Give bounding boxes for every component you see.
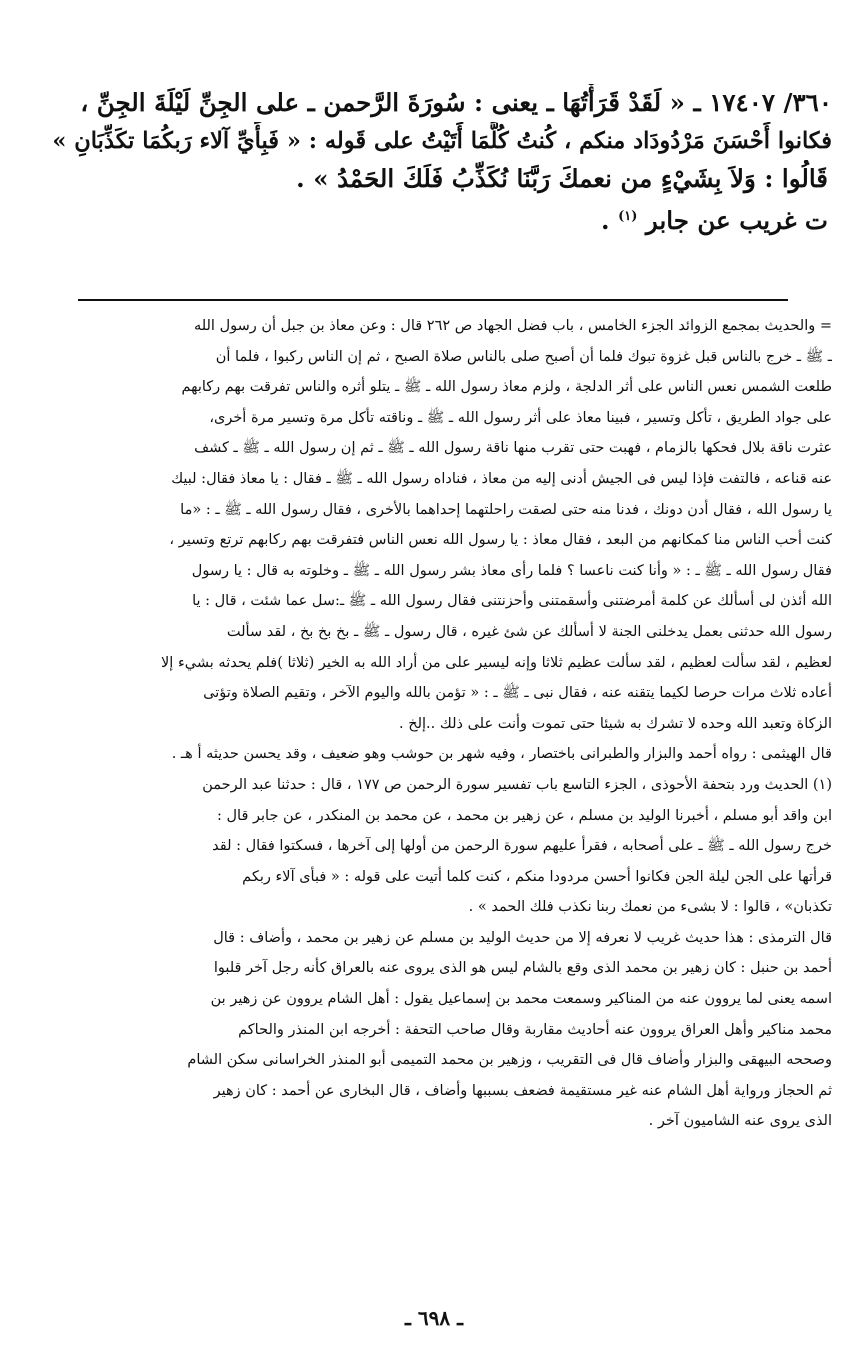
footnotes bbox=[44, 311, 832, 1137]
footnote-line: عنه قناعه ، فالتفت فإذا ليس فى الجيش أدنى إليه من معاذ ، فناداه رسول الله ـ ﷺ ـ فقال : يا معاذ فقال: لبيك bbox=[171, 470, 832, 487]
footnote-divider bbox=[78, 299, 788, 301]
hadith-grading-line bbox=[40, 198, 832, 240]
footnote-line: خرج رسول الله ـ ﷺ ـ على أصحابه ، فقرأ عليهم سورة الرحمن من أولها إلى آخرها ، فسكتوا فقال : لقد bbox=[212, 838, 832, 855]
footnote-line: الزكاة وتعبد الله وحده لا تشرك به شيئا حتى تموت وأنت على ذلك ..إلخ . bbox=[399, 715, 832, 732]
footnote-line: ثم الحجاز ورواية أهل الشام عنه غير مستقيمة فضعف بسببها وأضاف ، قال البخارى عن أحمد : كان زهير bbox=[213, 1082, 832, 1099]
footnote-line: لعظيم ، لقد سألت لعظيم ، لقد سألت عظيم ثلاثا وإنه ليسير على من أراد الله به الخير (ثلاثا )فلم يحدثه بشيء إلا bbox=[161, 654, 832, 671]
footnote-line: فقال رسول الله ـ ﷺ ـ : « وأنا كنت ناعسا ؟ فلما رأى معاذ بشر رسول الله ـ ﷺ ـ وخلوته به قال : يا رسول bbox=[191, 562, 832, 579]
footnote-line: قال الترمذى : هذا حديث غريب لا نعرفه إلا من حديث الوليد بن مسلم عن زهير بن محمد ، وأضاف : قال bbox=[213, 929, 832, 946]
footnote-line: طلعت الشمس نعس الناس على أثر الدلجة ، ولزم معاذ رسول الله ـ ﷺ ـ يتلو أثره والناس تفرقت بهم ركابهم bbox=[181, 379, 832, 396]
hadith-line: ٣٦٠/ ١٧٤٠٧ ـ « لَقَدْ قَرَأْتُهَا ـ يعنى : سُورَةَ الرَّحمن ـ على الجِنِّ لَيْلَةَ الجِنِّ ، bbox=[80, 88, 832, 117]
footnote-line: قال الهيثمى : رواه أحمد والبزار والطبرانى باختصار ، وفيه شهر بن حوشب وهو ضعيف ، وقد يحسن حديثه أ هـ . bbox=[171, 746, 832, 763]
footnote-line: على جواد الطريق ، تأكل وتسير ، فبينا معاذ على أثر رسول الله ـ ﷺ ـ وناقته تأكل مرة وتسير مرة أخرى، bbox=[209, 409, 832, 426]
footnote-line: رسول الله حدثنى بعمل يدخلنى الجنة لا أسألك عن شئ غيره ، قال رسول ـ ﷺ ـ بخ بخ بخ ، لقد سألت bbox=[226, 623, 832, 640]
hadith-text bbox=[40, 84, 832, 240]
footnote-line: (١) الحديث ورد بتحفة الأحوذى ، الجزء التاسع باب تفسير سورة الرحمن ص ١٧٧ ، قال : حدثنا عبد الرحمن bbox=[202, 776, 832, 793]
page-number: ـ ٦٩٨ ـ bbox=[405, 1306, 463, 1330]
footnote-marker: (١) bbox=[618, 209, 638, 224]
footnote-line: الذى يروى عنه الشاميون آخر . bbox=[648, 1113, 832, 1130]
grading-end: . bbox=[601, 206, 610, 236]
footnote-line: اسمه يعنى لما يروون عنه من المناكير وسمعت محمد بن إسماعيل يقول : أهل الشام يروون عن زهير بن bbox=[210, 991, 832, 1008]
footnote-line: تكذبان» ، قالوا : لا بشىء من نعمك ربنا نكذب فلك الحمد » . bbox=[468, 899, 832, 916]
footnote-line: وصححه البيهقى والبزار وأضاف قال فى التقريب ، وزهير بن محمد التميمى أبو المنذر الخراسانى سكن الشام bbox=[187, 1052, 832, 1069]
footnote-line: ابن واقد أبو مسلم ، أخبرنا الوليد بن مسلم ، عن زهير بن محمد ، عن محمد بن المنكدر ، عن جابر قال : bbox=[217, 807, 832, 824]
footnote-line: عثرت ناقة بلال فحكها بالزمام ، فهبت حتى تقرب منها ناقة رسول الله ـ ﷺ ـ ثم إن رسول الله ـ ﷺ ـ كشف bbox=[194, 440, 832, 457]
footnote-line: كنت أحب الناس منا كمكانهم من البعد ، فقال معاذ : يا رسول الله نعس الناس فتفرقت بهم ركابهم ترتع وتسير ، bbox=[169, 532, 832, 549]
footnote-line: أعاده ثلاث مرات حرصا لكيما يتقنه عنه ، فقال نبى ـ ﷺ ـ : « تؤمن بالله واليوم الآخر ، وتقيم الصلاة وتؤتى bbox=[203, 685, 832, 702]
footnote-line: الله أئذن لى أسألك عن كلمة أمرضتنى وأسقمتنى وأحزنتنى فقال رسول الله ـ ﷺ ـ:سل عما شئت ، قال : يا bbox=[192, 593, 832, 610]
hadith-line: فكانوا أَحْسَنَ مَرْدُودَاد منكم ، كُنتُ كُلَّمَا أَتَيْتُ على قَوله : « فَبِأَيِّ آلاء رَبكُمَا تكَذِّبَانِ » bbox=[52, 128, 832, 154]
footnote-line: ـ ﷺ ـ خرج بالناس قبل غزوة تبوك فلما أن أصبح صلى بالناس صلاة الصبح ، ثم إن الناس ركبوا ، فلما أن bbox=[215, 348, 832, 365]
footnote-line: أحمد بن حنبل : كان زهير بن محمد الذى وقع بالشام ليس هو الذى يروى عنه بالعراق كأنه رجل آخر قلبوا bbox=[213, 960, 832, 977]
footnote-line: قرأتها على الجن ليلة الجن فكانوا أحسن مردودا منكم ، كنت كلما أتيت على قوله : « فبأى آلاء ربكم bbox=[242, 868, 832, 885]
footnote-line: محمد مناكير وأهل العراق يروون عنه أحاديث مقاربة وقال صاحب التحفة : أخرجه ابن المنذر والحاكم bbox=[238, 1021, 832, 1038]
footnote-line: يا رسول الله ، فقال أدن دونك ، فدنا منه حتى لصقت راحلتهما إحداهما بالأخرى ، فقال رسول الله ـ ﷺ ـ : «ما bbox=[180, 501, 832, 518]
hadith-line: قَالُوا : وَلاَ بِشَيْءٍ من نعمكَ رَبَّنَا نُكَذِّبُ فَلَكَ الحَمْدُ » . bbox=[296, 164, 828, 193]
grading-text: ت غريب عن جابر bbox=[645, 206, 828, 236]
footnote-line: = والحديث بمجمع الزوائد الجزء الخامس ، باب فضل الجهاد ص ٢٦٢ قال : وعن معاذ بن جبل أن رسول الله bbox=[193, 318, 832, 334]
